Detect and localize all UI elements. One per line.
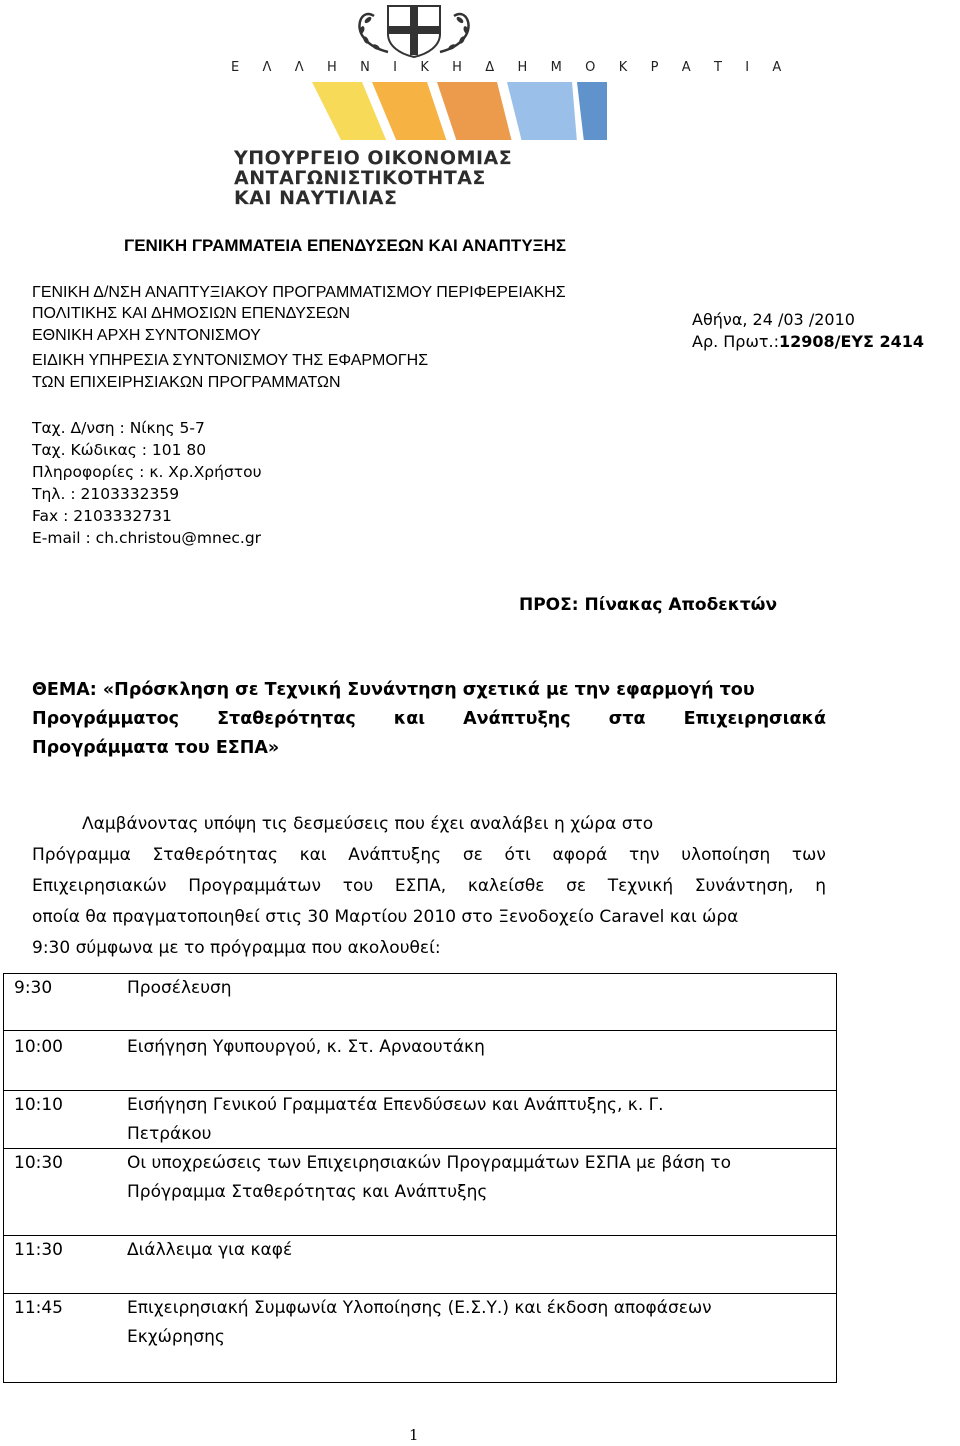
subject-line-2	[32, 705, 826, 734]
schedule-time: 10:10	[14, 1095, 63, 1115]
subject-word: Σταθερότητας	[217, 709, 356, 729]
body-word: αφορά	[552, 845, 608, 865]
subject-line-1	[32, 676, 826, 705]
schedule-time: 11:30	[14, 1240, 63, 1260]
body-word: ΕΣΠΑ,	[394, 876, 447, 896]
protocol-number	[692, 332, 924, 351]
protocol-value: 12908/ΕΥΣ 2414	[778, 332, 925, 351]
body-word: του	[342, 876, 374, 896]
schedule-desc-line: Οι υποχρεώσεις των Επιχειρησιακών Προγραμμάτων ΕΣΠΑ με βάση το	[127, 1153, 732, 1173]
ministry-name	[234, 148, 512, 208]
body-line-2	[32, 840, 826, 871]
dept-line-3: ΕΘΝΙΚΗ ΑΡΧΗ ΣΥΝΤΟΝΙΣΜΟΥ	[32, 327, 261, 344]
subject-word: Επιχειρησιακά	[683, 709, 826, 729]
dept-line-1: ΓΕΝΙΚΗ Δ/ΝΣΗ ΑΝΑΠΤΥΞΙΑΚΟΥ ΠΡΟΓΡΑΜΜΑΤΙΣΜΟΥ ΠΕΡΙΦΕΡΕΙΑΚΗΣ	[32, 284, 566, 301]
table-divider	[4, 1030, 836, 1031]
schedule-description	[127, 1033, 827, 1062]
contact-info: Πληροφορίες : κ. Χρ.Χρήστου	[32, 463, 262, 481]
ministry-line-2: ΑΝΤΑΓΩΝΙΣΤΙΚΟΤΗΤΑΣ	[234, 167, 486, 189]
body-word: Ανάπτυξης	[348, 845, 442, 865]
schedule-time: 10:00	[14, 1037, 63, 1057]
schedule-desc-line: Πετράκου	[127, 1124, 212, 1144]
body-word: ότι	[504, 845, 531, 865]
schedule-description	[127, 974, 827, 1003]
body-line-3	[32, 871, 826, 902]
schedule-time: 11:45	[14, 1298, 63, 1318]
dept-line-5: ΤΩΝ ΕΠΙΧΕΙΡΗΣΙΑΚΩΝ ΠΡΟΓΡΑΜΜΑΤΩΝ	[32, 374, 341, 391]
schedule-time: 9:30	[14, 978, 53, 998]
body-paragraph	[32, 809, 826, 964]
schedule-desc-line: Προσέλευση	[127, 978, 232, 998]
ministry-line-1: ΥΠΟΥΡΓΕΙΟ ΟΙΚΟΝΟΜΙΑΣ	[234, 147, 513, 169]
body-word: υλοποίηση	[681, 845, 771, 865]
schedule-desc-line: Επιχειρησιακή Συμφωνία Υλοποίησης (Ε.Σ.Υ.) και έκδοση αποφάσεων	[127, 1298, 712, 1318]
schedule-time: 10:30	[14, 1153, 63, 1173]
body-word: Πρόγραμμα	[32, 845, 131, 865]
subject-word: στα	[608, 709, 646, 729]
body-word: Συνάντηση,	[694, 876, 794, 896]
protocol-label: Αρ. Πρωτ.:	[692, 332, 779, 351]
body-word: Σταθερότητας	[152, 845, 278, 865]
schedule-desc-line: Εκχώρησης	[127, 1327, 225, 1347]
schedule-description	[127, 1294, 827, 1352]
contact-address: Ταχ. Δ/νση : Νίκης 5-7	[32, 419, 205, 437]
schedule-table	[3, 973, 837, 1383]
contact-postcode: Ταχ. Κώδικας : 101 80	[32, 441, 207, 459]
schedule-desc-line: Πρόγραμμα Σταθερότητας και Ανάπτυξης	[127, 1182, 488, 1202]
body-word: Προγραμμάτων	[188, 876, 322, 896]
schedule-description	[127, 1149, 827, 1207]
page-number: 1	[409, 1426, 419, 1444]
body-word: των	[791, 845, 826, 865]
ministry-logo	[222, 2, 791, 217]
body-word: την	[629, 845, 660, 865]
contact-phone: Τηλ. : 2103332359	[32, 485, 180, 503]
body-word: καλείσθε	[467, 876, 545, 896]
body-line-5	[32, 933, 826, 964]
body-word: η	[815, 876, 826, 896]
schedule-description	[127, 1236, 827, 1265]
contact-fax: Fax : 2103332731	[32, 507, 172, 525]
subject-block	[32, 676, 826, 763]
schedule-description	[127, 1091, 827, 1149]
body-line-4	[32, 902, 826, 933]
recipient-line: ΠΡΟΣ: Πίνακας Αποδεκτών	[519, 595, 778, 615]
subject-word: Ανάπτυξης	[463, 709, 571, 729]
subject-text-1: ΘΕΜΑ: «Πρόσκληση σε Τεχνική Συνάντηση σχετικά με την εφαρμογή του	[32, 680, 755, 700]
body-text-1: Λαμβάνοντας υπόψη τις δεσμεύσεις που έχει αναλάβει η χώρα στο	[82, 814, 654, 834]
general-secretariat-heading: ΓΕΝΙΚΗ ΓΡΑΜΜΑΤΕΙΑ ΕΠΕΝΔΥΣΕΩΝ ΚΑΙ ΑΝΑΠΤΥΞΗΣ	[124, 236, 567, 255]
dept-line-2: ΠΟΛΙΤΙΚΗΣ ΚΑΙ ΔΗΜΟΣΙΩΝ ΕΠΕΝΔΥΣΕΩΝ	[32, 305, 350, 322]
republic-title: Ε Λ Λ Η Ν Ι Κ Η Δ Η Μ Ο Κ Ρ Α Τ Ι Α	[231, 60, 791, 75]
body-word: Επιχειρησιακών	[32, 876, 167, 896]
body-line-1	[32, 809, 826, 840]
body-word: Τεχνική	[607, 876, 674, 896]
subject-word: και	[393, 709, 426, 729]
contact-email: E-mail : ch.christou@mnec.gr	[32, 529, 262, 547]
schedule-desc-line: Εισήγηση Γενικού Γραμματέα Επενδύσεων και Ανάπτυξης, κ. Γ.	[127, 1095, 664, 1115]
body-word: σε	[462, 845, 483, 865]
document-date: Αθήνα, 24 /03 /2010	[692, 310, 855, 329]
dept-line-4: ΕΙΔΙΚΗ ΥΠΗΡΕΣΙΑ ΣΥΝΤΟΝΙΣΜΟΥ ΤΗΣ ΕΦΑΡΜΟΓΗΣ	[32, 352, 429, 369]
body-word: σε	[566, 876, 587, 896]
greek-emblem-icon	[222, 2, 607, 58]
subject-line-3: Προγράμματα του ΕΣΠΑ»	[32, 738, 280, 758]
body-word: και	[299, 845, 327, 865]
subject-word: Προγράμματος	[32, 709, 180, 729]
schedule-desc-line: Διάλλειμα για καφέ	[127, 1240, 293, 1260]
body-text-5: 9:30 σύμφωνα με το πρόγραμμα που ακολουθεί:	[32, 938, 441, 958]
schedule-desc-line: Εισήγηση Υφυπουργού, κ. Στ. Αρναουτάκη	[127, 1037, 485, 1057]
ministry-line-3: ΚΑΙ ΝΑΥΤΙΛΙΑΣ	[234, 187, 398, 209]
body-text-4: οποία θα πραγματοποιηθεί στις 30 Μαρτίου 2010 στο Ξενοδοχείο Caravel και ώρα	[32, 907, 739, 927]
